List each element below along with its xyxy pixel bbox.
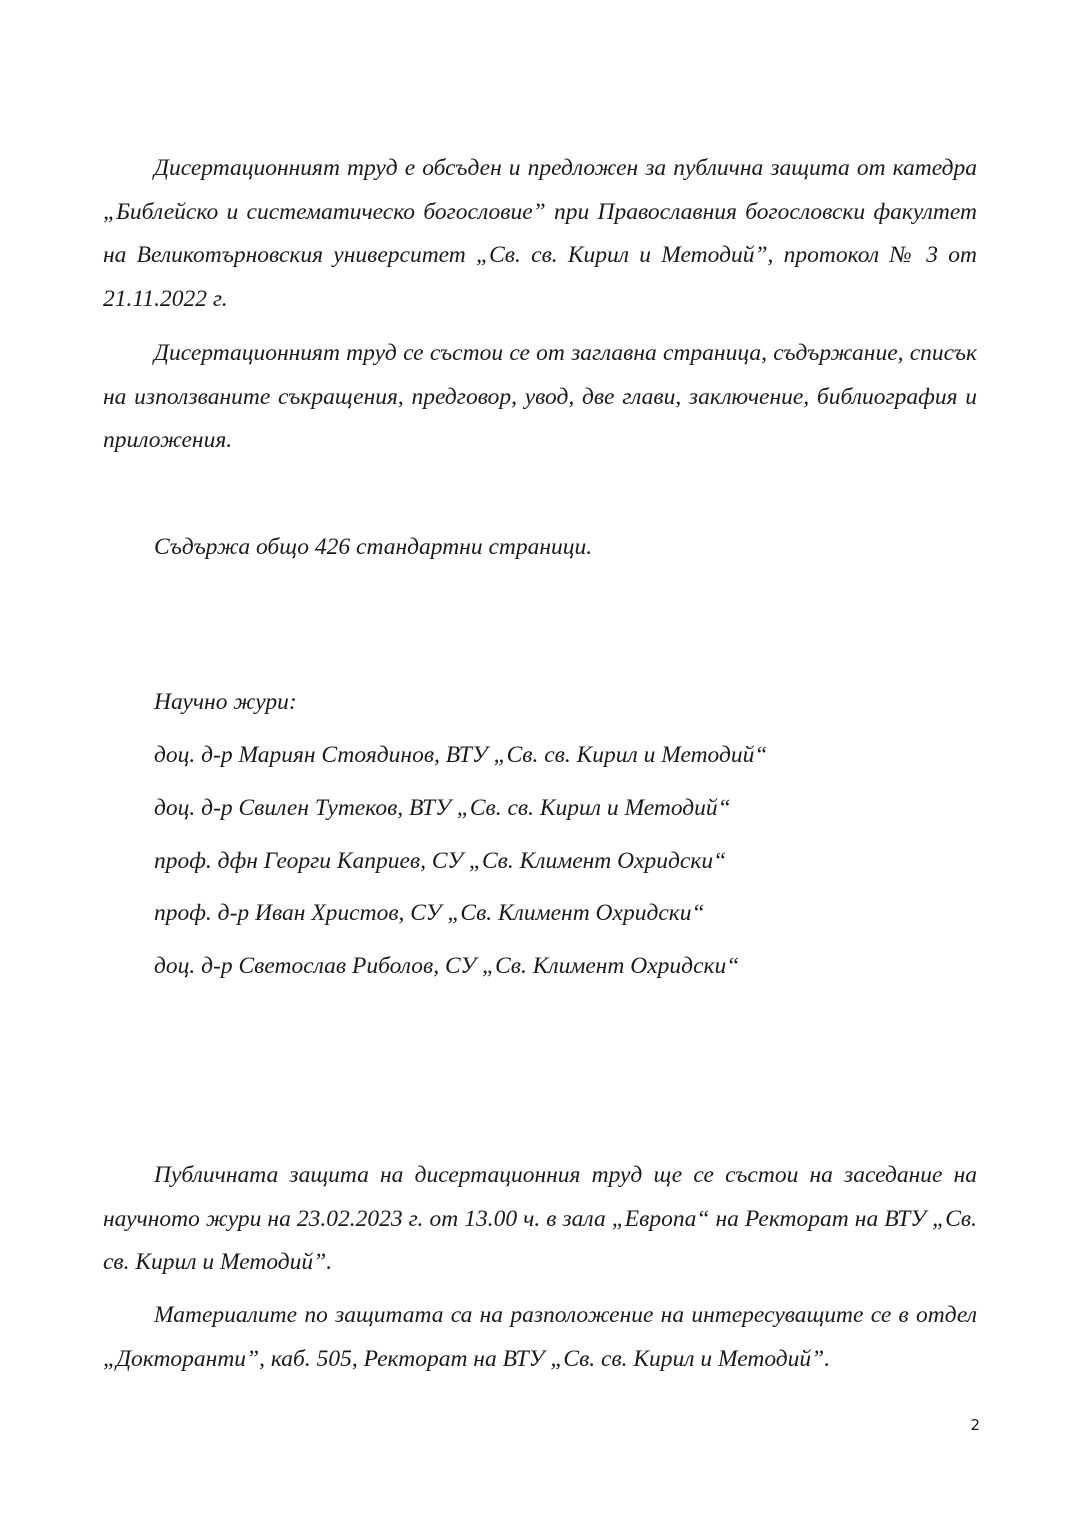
jury-member: доц. д-р Свилен Тутеков, ВТУ „Св. св. Кирил и Методий“	[154, 795, 731, 821]
page-number: 2	[970, 1416, 980, 1434]
paragraph-public-defense: Публичната защита на дисертационния труд ще се състои на заседание на научното жури на 23.02.2023 г. от 13.00 ч. в зала „Европа“ на Ректорат на ВТУ „Св. св. Кирил и Методий”.	[103, 1162, 977, 1275]
jury-member: доц. д-р Светослав Риболов, СУ „Св. Климент Охридски“	[154, 953, 740, 979]
paragraph-structure: Дисертационният труд се състои се от заглавна страница, съдържание, списък на използваните съкращения, предговор, увод, две глави, заключение, библиография и приложения.	[103, 340, 977, 453]
jury-heading: Научно жури:	[154, 689, 297, 715]
jury-member: проф. д-р Иван Христов, СУ „Св. Климент Охридски“	[154, 900, 705, 926]
paragraph-discussion: Дисертационният труд е обсъден и предложен за публична защита от катедра „Библейско и систематическо богословие” при Православния богословски факултет на Великотърновския университет „Св. св. Кирил и Методий”, протокол № 3 от 21.11.2022 г.	[103, 155, 977, 312]
pages-count-line: Съдържа общо 426 стандартни страници.	[154, 534, 593, 560]
jury-member: проф. дфн Георги Каприев, СУ „Св. Климент Охридски“	[154, 848, 727, 874]
jury-member: доц. д-р Мариян Стоядинов, ВТУ „Св. св. Кирил и Методий“	[154, 742, 768, 768]
paragraph-materials: Материалите по защитата са на разположение на интересуващите се в отдел „Докторанти”, каб. 505, Ректорат на ВТУ „Св. св. Кирил и Методий”.	[103, 1302, 977, 1372]
